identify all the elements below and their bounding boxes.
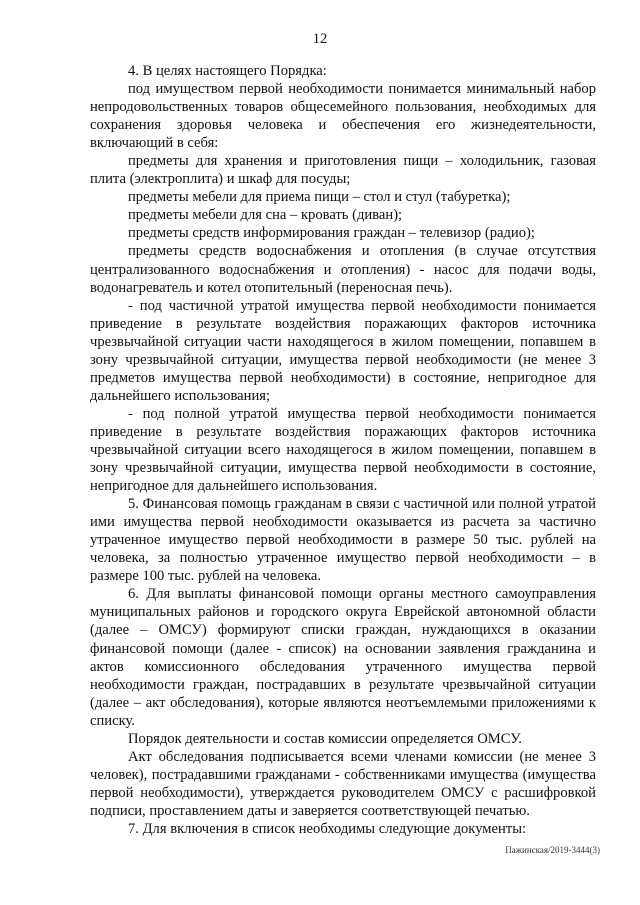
item-water-heating: предметы средств водоснабжения и отопления (в случае отсутствия централизованного водоснабжения и отопления) - насос для подачи воды, водонагреватель и котел отопительный (переносная печь). — [90, 243, 596, 296]
commission-procedure-paragraph: Порядок деятельности и состав комиссии определяется ОМСУ. — [128, 730, 522, 747]
definition-partial-loss: - под частичной утратой имущества первой необходимости понимается приведение в результате воздействия поражающих факторов источника чрезвычайной ситуации части находящегося в жилом помещении, попавшем в зону чрезвычайной ситуации, имущества первой необходимости (не менее 3 предметов имущества первой необходимости) в состояние, непригодное для дальнейшего использования; — [90, 297, 596, 404]
section-6-paragraph: 6. Для выплаты финансовой помощи органы местного самоуправления муниципальных районов и городского округа Еврейской автономной области (далее – ОМСУ) формируют списки граждан, нуждающихся в оказании финансовой помощи (далее - список) на основании заявления гражданина и актов комиссионного обследования утраченного имущества первой необходимости граждан, пострадавших в результате чрезвычайной ситуации (далее – акт обследования), которые являются неотъемлемыми приложениями к списку. — [90, 586, 596, 729]
section-7-paragraph: 7. Для включения в список необходимы следующие документы: — [128, 820, 527, 837]
definition-full-loss: - под полной утратой имущества первой необходимости понимается приведение в результате воздействия поражающих факторов источника чрезвычайной ситуации всего находящегося в жилом помещении, попавшем в зону чрезвычайной ситуации, имущества первой необходимости в состояние, непригодное для дальнейшего использования. — [90, 405, 596, 495]
item-dining-furniture: предметы мебели для приема пищи – стол и стул (табуретка); — [128, 189, 511, 206]
section-5-paragraph: 5. Финансовая помощь гражданам в связи с частичной или полной утратой ими имущества первой необходимости оказывается из расчета за частично утраченное имущество первой необходимости в размере 50 тыс. рублей на человека, за полностью утраченное имущество первой необходимости – в размере 100 тыс. рублей на человека. — [90, 496, 596, 585]
document-footer-code: Пажинская/2019-3444(3) — [505, 845, 600, 855]
inspection-act-paragraph: Акт обследования подписывается всеми членами комиссии (не менее 3 человек), пострадавшими гражданами - собственниками имущества (имущества первой необходимости), утверждается руководителем ОМСУ с расшифровкой подписи, проставлением даты и заверяется соответствующей печатью. — [90, 748, 596, 819]
definition-essential-property: под имуществом первой необходимости понимается минимальный набор непродовольственных товаров общесемейного пользования, необходимых для сохранения здоровья человека и обеспечения его жизнедеятельности, включающий в себя: — [90, 81, 596, 152]
section-4-heading: 4. В целях настоящего Порядка: — [128, 63, 327, 79]
document-body — [90, 62, 596, 838]
page-number: 12 — [312, 31, 328, 47]
item-food-storage: предметы для хранения и приготовления пищи – холодильник, газовая плита (электроплита) и шкаф для посуды; — [90, 153, 596, 188]
item-information-devices: предметы средств информирования граждан – телевизор (радио); — [128, 225, 535, 242]
item-sleeping-furniture: предметы мебели для сна – кровать (диван); — [128, 207, 403, 224]
